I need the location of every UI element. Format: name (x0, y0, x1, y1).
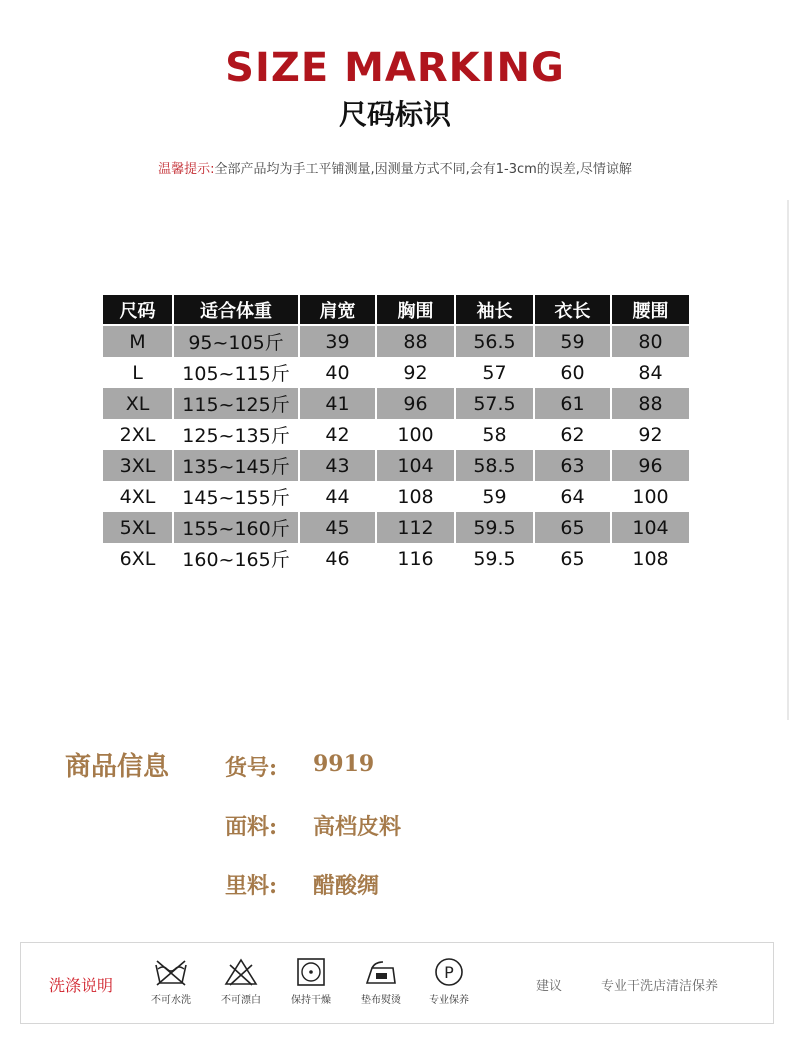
table-cell: 59 (535, 326, 610, 357)
size-cell: L (132, 361, 143, 384)
column-header: 适合体重 (174, 295, 298, 326)
page-title-cn: 尺码标识 (338, 98, 451, 131)
note-text: 全部产品均为手工平铺测量,因测量方式不同,会有1-3cm的误差,尽情谅解 (214, 162, 632, 177)
table-cell: 62 (560, 423, 585, 446)
table-row (103, 419, 689, 450)
table-row (103, 357, 689, 388)
no-bleach-icon (223, 957, 259, 987)
size-cell: 6XL (119, 547, 156, 570)
column-header: 衣长 (535, 295, 610, 326)
table-cell: 96 (377, 388, 454, 419)
table-cell: 92 (638, 423, 663, 446)
care-label: 保持干燥 (291, 995, 331, 1006)
size-table-header-row (103, 295, 689, 326)
table-row (103, 543, 689, 574)
column-header: 肩宽 (300, 295, 375, 326)
note-label: 温馨提示: (158, 162, 215, 177)
size-cell: 2XL (119, 423, 156, 446)
table-cell: 96 (612, 450, 689, 481)
table-cell: 58 (482, 423, 507, 446)
table-cell: 100 (632, 485, 669, 508)
table-cell: 104 (377, 450, 454, 481)
table-cell: 40 (325, 361, 350, 384)
size-cell: XL (103, 388, 172, 419)
table-cell: 59 (482, 485, 507, 508)
table-cell: 57.5 (456, 388, 533, 419)
table-cell: 104 (612, 512, 689, 543)
table-cell: 92 (403, 361, 428, 384)
fabric-value: 高档皮料 (313, 814, 402, 840)
table-cell: 43 (300, 450, 375, 481)
table-row (103, 450, 689, 481)
table-cell: 112 (377, 512, 454, 543)
care-item-iron (346, 957, 416, 1006)
table-cell: 125~135斤 (182, 425, 290, 447)
table-cell: 84 (638, 361, 663, 384)
care-item-professional (414, 957, 484, 1006)
item-number-value: 9919 (313, 751, 375, 777)
table-cell: 39 (300, 326, 375, 357)
tumble-dry-icon (293, 957, 329, 987)
table-cell: 58.5 (456, 450, 533, 481)
table-cell: 60 (560, 361, 585, 384)
side-divider (787, 200, 789, 720)
table-cell: 105~115斤 (182, 363, 290, 385)
fabric-label: 面料: (225, 814, 278, 840)
care-label: 不可水洗 (151, 995, 191, 1006)
table-cell: 64 (560, 485, 585, 508)
table-row (103, 481, 689, 512)
size-table (101, 295, 691, 574)
page-title-en: SIZE MARKING (225, 45, 565, 91)
table-cell: 57 (482, 361, 507, 384)
column-header: 胸围 (377, 295, 454, 326)
lining-value: 醋酸绸 (313, 873, 380, 899)
care-label: 不可漂白 (221, 995, 261, 1006)
care-item-no-wash (136, 957, 206, 1006)
size-cell: 4XL (119, 485, 156, 508)
table-cell: 88 (612, 388, 689, 419)
size-cell: 5XL (103, 512, 172, 543)
column-header: 尺码 (103, 295, 172, 326)
table-cell: 59.5 (456, 512, 533, 543)
size-cell: 3XL (103, 450, 172, 481)
care-label: 专业保养 (429, 995, 469, 1006)
table-cell: 59.5 (473, 547, 516, 570)
table-cell: 65 (535, 512, 610, 543)
table-cell: 160~165斤 (182, 549, 290, 571)
lining-label: 里料: (225, 873, 278, 899)
advice-label: 建议 (536, 979, 563, 994)
care-item-dry (276, 957, 346, 1006)
table-cell: 42 (325, 423, 350, 446)
table-cell: 45 (300, 512, 375, 543)
care-label: 垫布熨烫 (361, 995, 401, 1006)
table-cell: 116 (397, 547, 434, 570)
table-cell: 155~160斤 (174, 512, 298, 543)
care-item-no-bleach (206, 957, 276, 1006)
no-wash-icon (153, 957, 189, 987)
advice-text: 专业干洗店清洁保养 (601, 979, 719, 994)
table-cell: 145~155斤 (182, 487, 290, 509)
care-instructions (20, 942, 774, 1024)
table-row (103, 388, 689, 419)
table-cell: 135~145斤 (174, 450, 298, 481)
table-cell: 80 (612, 326, 689, 357)
table-cell: 65 (560, 547, 585, 570)
table-cell: 100 (397, 423, 434, 446)
table-row (103, 326, 689, 357)
table-cell: 108 (397, 485, 434, 508)
iron-icon (361, 957, 401, 987)
professional-clean-glyph: P (444, 963, 454, 982)
table-row (103, 512, 689, 543)
table-cell: 46 (325, 547, 350, 570)
table-cell: 41 (300, 388, 375, 419)
table-cell: 61 (535, 388, 610, 419)
table-cell: 108 (632, 547, 669, 570)
column-header: 腰围 (612, 295, 689, 326)
professional-clean-icon (431, 957, 467, 987)
care-title: 洗涤说明 (49, 976, 114, 995)
table-cell: 63 (535, 450, 610, 481)
column-header: 袖长 (456, 295, 533, 326)
item-number-label: 货号: (225, 755, 278, 781)
table-cell: 88 (377, 326, 454, 357)
table-cell: 115~125斤 (174, 388, 298, 419)
table-cell: 56.5 (456, 326, 533, 357)
product-info-title: 商品信息 (65, 752, 170, 782)
table-cell: 44 (325, 485, 350, 508)
table-cell: 95~105斤 (174, 326, 298, 357)
size-cell: M (103, 326, 172, 357)
measurement-note (0, 158, 790, 177)
